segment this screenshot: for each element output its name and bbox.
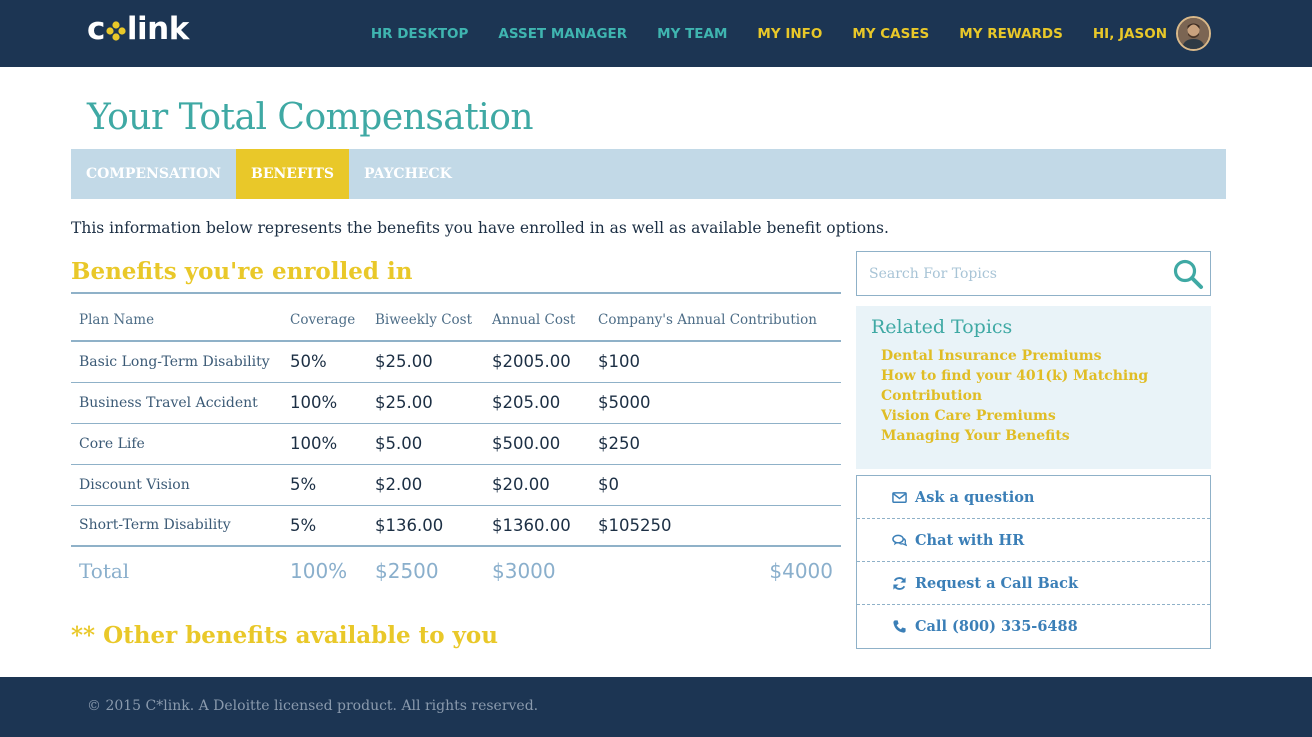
envelope-icon	[892, 490, 907, 505]
chat-hr-label: Chat with HR	[915, 531, 1025, 549]
refresh-icon	[892, 576, 907, 591]
tab-benefits[interactable]: BENEFITS	[236, 149, 349, 199]
total-contribution: $4000	[769, 559, 833, 583]
total-biweekly: $2500	[375, 559, 439, 583]
top-navigation-bar	[0, 0, 1312, 67]
section-divider	[71, 292, 841, 294]
user-menu[interactable]	[1093, 16, 1211, 51]
nav-my-team[interactable]: MY TEAM	[657, 25, 728, 42]
biweekly-cost-cell: $2.00	[367, 464, 484, 505]
footer	[0, 677, 1312, 737]
page-title: Your Total Compensation	[87, 97, 534, 138]
request-callback-label: Request a Call Back	[915, 574, 1079, 592]
plan-name-cell: Business Travel Accident	[71, 382, 282, 423]
tab-paycheck[interactable]: PAYCHECK	[364, 166, 452, 182]
contribution-cell: $105250	[590, 505, 841, 546]
header-company-contribution: Company's Annual Contribution	[590, 300, 841, 341]
coverage-cell: 5%	[282, 464, 367, 505]
annual-cost-cell: $20.00	[484, 464, 590, 505]
nav-asset-manager[interactable]: ASSET MANAGER	[498, 25, 628, 42]
annual-cost-cell: $205.00	[484, 382, 590, 423]
phone-icon	[892, 619, 907, 634]
other-benefits-title[interactable]: ** Other benefits available to you	[71, 622, 498, 649]
related-link-managing[interactable]: Managing Your Benefits	[881, 428, 1070, 444]
table-header-row	[71, 300, 841, 341]
call-phone-button[interactable]	[857, 605, 1210, 648]
footer-copyright: © 2015 C*link. A Deloitte licensed product. All rights reserved.	[87, 698, 539, 714]
nav-my-info[interactable]: MY INFO	[757, 25, 823, 42]
related-link-dental[interactable]: Dental Insurance Premiums	[881, 348, 1102, 364]
biweekly-cost-cell: $25.00	[367, 341, 484, 382]
ask-question-button[interactable]	[857, 476, 1210, 519]
contribution-cell: $250	[590, 423, 841, 464]
plan-name-cell: Discount Vision	[71, 464, 282, 505]
annual-cost-cell: $500.00	[484, 423, 590, 464]
table-row	[71, 423, 841, 464]
header-annual-cost: Annual Cost	[484, 300, 590, 341]
nav-hr-desktop[interactable]: HR DESKTOP	[370, 25, 469, 42]
biweekly-cost-cell: $5.00	[367, 423, 484, 464]
coverage-cell: 100%	[282, 423, 367, 464]
logo-text-right: link	[126, 11, 189, 47]
coverage-cell: 100%	[282, 382, 367, 423]
user-avatar-icon	[1178, 18, 1209, 49]
table-row	[71, 505, 841, 546]
search-input[interactable]	[869, 252, 1159, 295]
table-row	[71, 382, 841, 423]
annual-cost-cell: $1360.00	[484, 505, 590, 546]
plan-name-cell: Core Life	[71, 423, 282, 464]
call-phone-label: Call (800) 335-6488	[915, 618, 1078, 635]
nav-my-cases[interactable]: MY CASES	[852, 25, 930, 42]
related-topics-list	[871, 346, 1196, 446]
plan-name-cell: Short-Term Disability	[71, 505, 282, 546]
tab-compensation[interactable]: COMPENSATION	[86, 166, 221, 182]
contribution-cell: $100	[590, 341, 841, 382]
related-link-401k[interactable]: How to find your 401(k) Matching Contribution	[881, 368, 1149, 404]
topic-search	[856, 251, 1211, 296]
header-coverage: Coverage	[282, 300, 367, 341]
logo-text-left: c	[87, 11, 105, 47]
benefits-table	[71, 300, 841, 595]
coverage-cell: 5%	[282, 505, 367, 546]
biweekly-cost-cell: $25.00	[367, 382, 484, 423]
contribution-cell: $0	[590, 464, 841, 505]
chat-icon	[892, 533, 907, 548]
ask-question-label: Ask a question	[915, 488, 1035, 506]
chat-hr-button[interactable]	[857, 519, 1210, 562]
total-annual: $3000	[492, 559, 556, 583]
total-label: Total	[79, 559, 130, 583]
main-nav	[341, 0, 1211, 67]
table-row	[71, 464, 841, 505]
user-greeting[interactable]: HI, JASON	[1092, 25, 1167, 42]
nav-my-rewards[interactable]: MY REWARDS	[959, 25, 1063, 42]
biweekly-cost-cell: $136.00	[367, 505, 484, 546]
header-biweekly-cost: Biweekly Cost	[367, 300, 484, 341]
table-total-row	[71, 546, 841, 595]
avatar[interactable]	[1176, 16, 1211, 51]
contribution-cell: $5000	[590, 382, 841, 423]
table-row	[71, 341, 841, 382]
clink-logo[interactable]	[87, 11, 189, 47]
intro-text: This information below represents the benefits you have enrolled in as well as available benefit options.	[71, 219, 889, 237]
help-actions	[856, 475, 1211, 649]
tab-bar	[71, 149, 1226, 199]
search-icon[interactable]	[1172, 258, 1204, 290]
flower-icon	[106, 21, 126, 41]
related-topics-panel	[856, 306, 1211, 469]
enrolled-section-title: Benefits you're enrolled in	[71, 258, 413, 285]
header-plan-name: Plan Name	[71, 300, 282, 341]
coverage-cell: 50%	[282, 341, 367, 382]
related-topics-title: Related Topics	[871, 316, 1013, 338]
annual-cost-cell: $2005.00	[484, 341, 590, 382]
related-link-vision[interactable]: Vision Care Premiums	[881, 408, 1056, 424]
request-callback-button[interactable]	[857, 562, 1210, 605]
total-coverage: 100%	[290, 559, 348, 583]
plan-name-cell: Basic Long-Term Disability	[71, 341, 282, 382]
